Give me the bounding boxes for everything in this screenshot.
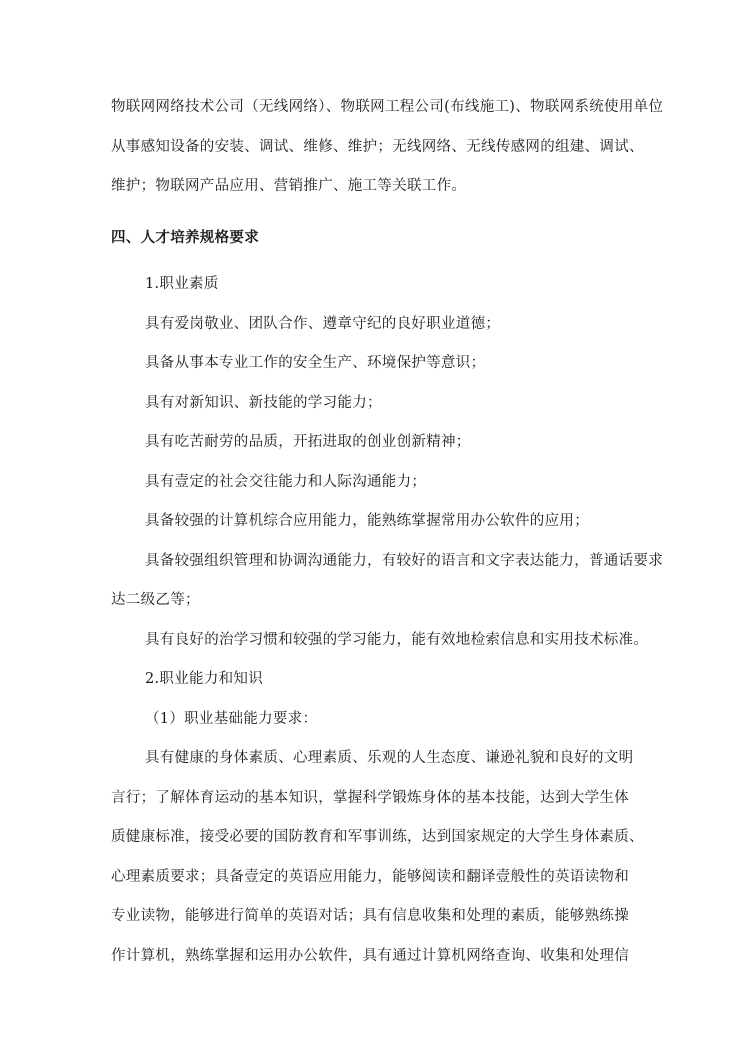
ability-line-6: 作计算机，熟练掌握和运用办公软件，具有通过计算机网络查询、收集和处理信 <box>111 948 629 964</box>
quality-item-7-cont: 达二级乙等； <box>111 592 200 608</box>
quality-item-2: 具备从事本专业工作的安全生产、环境保护等意识； <box>145 355 486 371</box>
intro-line-1: 物联网网络技术公司（无线网络）、物联网工程公司(布线施工)、物联网系统使用单位 <box>111 99 664 115</box>
quality-item-7: 具备较强组织管理和协调沟通能力，有较好的语言和文字表达能力，普通话要求 <box>145 553 663 569</box>
ability-line-2: 言行；了解体育运动的基本知识，掌握科学锻炼身体的基本技能，达到大学生体 <box>111 790 629 806</box>
quality-item-4: 具有吃苦耐劳的品质，开拓进取的创业创新精神； <box>145 434 471 450</box>
quality-item-6: 具备较强的计算机综合应用能力，能熟练掌握常用办公软件的应用； <box>145 513 589 529</box>
quality-item-8: 具有良好的治学习惯和较强的学习能力，能有效地检索信息和实用技术标准。 <box>145 632 649 648</box>
quality-item-1: 具有爱岗敬业、团队合作、遵章守纪的良好职业道德； <box>145 316 501 332</box>
ability-line-1: 具有健康的身体素质、心理素质、乐观的人生态度、谦逊礼貌和良好的文明 <box>145 750 634 766</box>
quality-item-5: 具有壹定的社会交往能力和人际沟通能力； <box>145 474 427 490</box>
quality-title: 1.职业素质 <box>145 276 219 292</box>
ability-title: 2.职业能力和知识 <box>145 671 264 687</box>
quality-item-3: 具有对新知识、新技能的学习能力； <box>145 395 382 411</box>
intro-line-2: 从事感知设备的安装、调试、维修、维护；无线网络、无线传感网的组建、调试、 <box>111 139 644 155</box>
ability-line-4: 心理素质要求；具备壹定的英语应用能力，能够阅读和翻译壹般性的英语读物和 <box>111 869 629 885</box>
intro-line-3: 维护；物联网产品应用、营销推广、施工等关联工作。 <box>111 178 467 194</box>
ability-sub-title: （1）职业基础能力要求： <box>145 711 318 727</box>
section-heading: 四、人才培养规格要求 <box>111 229 259 246</box>
ability-line-3: 质健康标准，接受必要的国防教育和军事训练，达到国家规定的大学生身体素质、 <box>111 829 644 845</box>
ability-line-5: 专业读物，能够进行简单的英语对话；具有信息收集和处理的素质，能够熟练操 <box>111 908 629 924</box>
